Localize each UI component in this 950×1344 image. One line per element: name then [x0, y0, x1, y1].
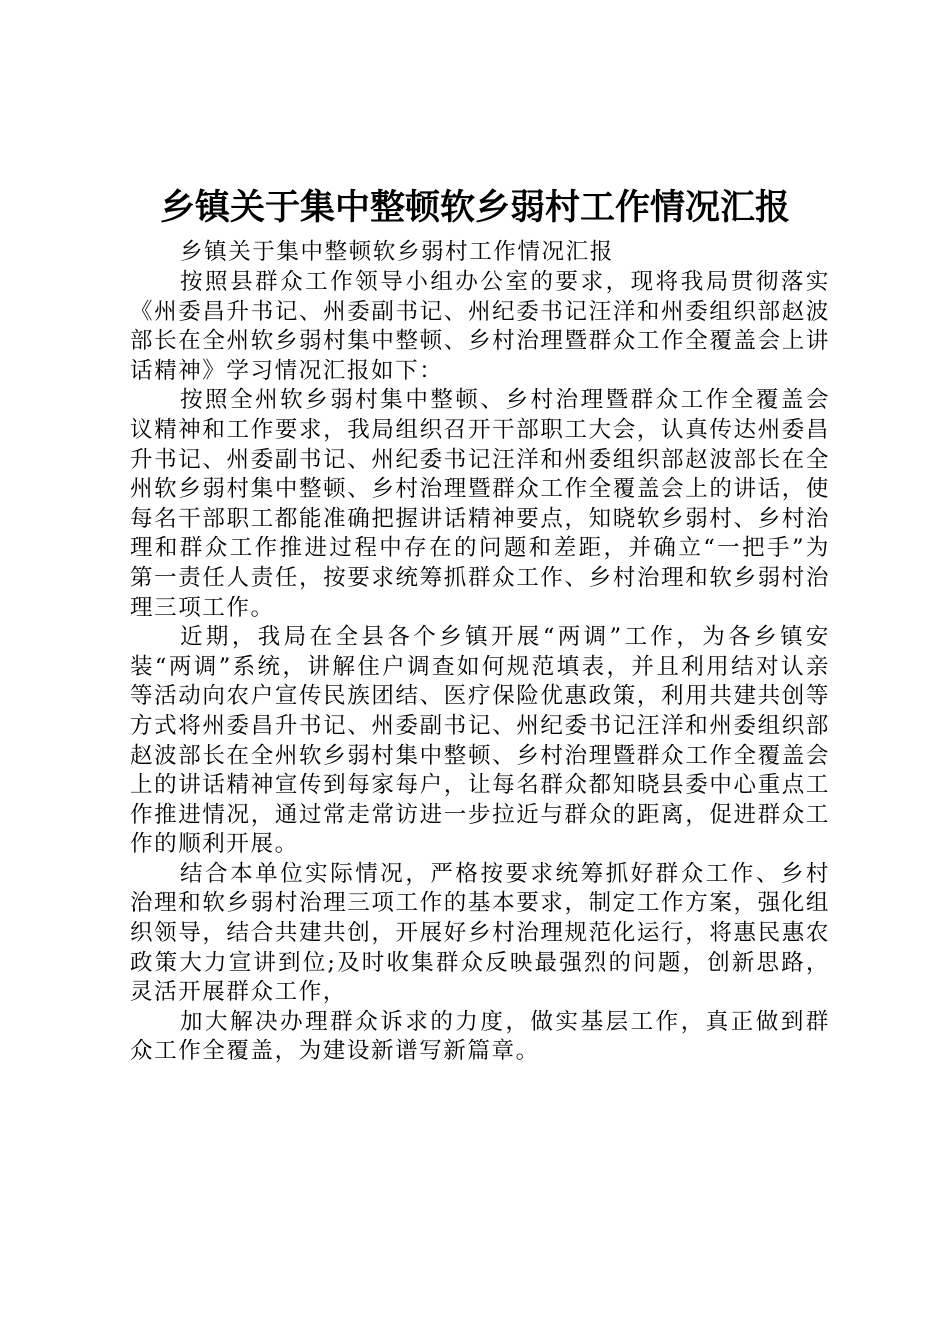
document-subtitle: 乡镇关于集中整顿软乡弱村工作情况汇报 [180, 239, 614, 265]
paragraph-5: 加大解决办理群众诉求的力度，做实基层工作，真正做到群众工作全覆盖，为建设新谱写新篇章。 [130, 1008, 830, 1065]
paragraph-1: 按照县群众工作领导小组办公室的要求，现将我局贯彻落实《州委昌升书记、州委副书记、州纪委书记汪洋和州委组织部赵波部长在全州软乡弱村集中整顿、乡村治理暨群众工作全覆盖会上讲话精神》学习情况汇报如下： [130, 269, 830, 384]
document-body [130, 237, 830, 1067]
paragraph-3: 近期，我局在全县各个乡镇开展“两调”工作，为各乡镇安装“两调”系统，讲解住户调查如何规范填表，并且利用结对认亲等活动向农户宣传民族团结、医疗保险优惠政策，利用共建共创等方式将州委昌升书记、州委副书记、州纪委书记汪洋和州委组织部赵波部长在全州软乡弱村集中整顿、乡村治理暨群众工作全覆盖会上的讲话精神宣传到每家每户，让每名群众都知晓县委中心重点工作推进情况，通过常走常访进一步拉近与群众的距离，促进群众工作的顺利开展。 [130, 624, 830, 858]
paragraph-2: 按照全州软乡弱村集中整顿、乡村治理暨群众工作全覆盖会议精神和工作要求，我局组织召开干部职工大会，认真传达州委昌升书记、州委副书记、州纪委书记汪洋和州委组织部赵波部长在全州软乡弱村集中整顿、乡村治理暨群众工作全覆盖会上的讲话，使每名干部职工都能准确把握讲话精神要点，知晓软乡弱村、乡村治理和群众工作推进过程中存在的问题和差距，并确立“一把手”为第一责任人责任，按要求统筹抓群众工作、乡村治理和软乡弱村治理三项工作。 [130, 387, 830, 621]
document-title: 乡镇关于集中整顿软乡弱村工作情况汇报 [159, 187, 790, 228]
paragraph-4: 结合本单位实际情况，严格按要求统筹抓好群众工作、乡村治理和软乡弱村治理三项工作的基本要求，制定工作方案，强化组织领导，结合共建共创，开展好乡村治理规范化运行，将惠民惠农政策大力宣讲到位;及时收集群众反映最强烈的问题，创新思路，灵活开展群众工作， [130, 860, 830, 1006]
